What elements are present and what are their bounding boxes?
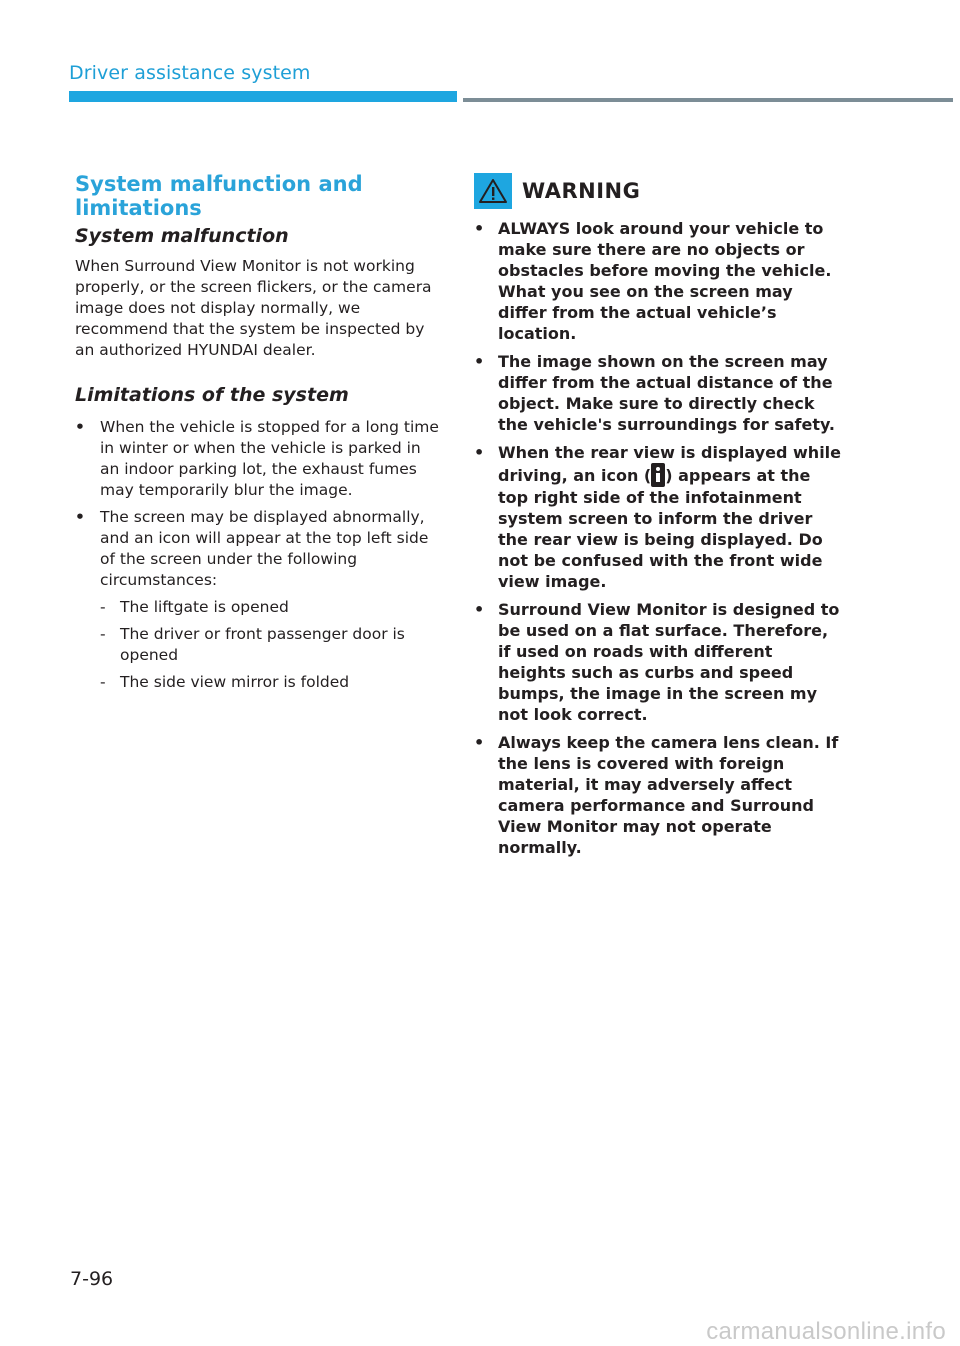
warning-header xyxy=(474,172,844,210)
malfunction-text: When Surround View Monitor is not working properly, or the screen flickers, or the camera image does not display normally, we recommend that the system be inspected by an authorized HYUNDAI dealer. xyxy=(75,257,432,359)
list-item xyxy=(75,507,441,693)
list-item xyxy=(474,599,844,725)
warning-text-1: ALWAYS look around your vehicle to make sure there are no objects or obstacles before moving the vehicle. What you see on the screen may differ from the actual vehicle’s location. xyxy=(498,219,832,343)
warning-text-3-start: When the rear view is displayed while driving, an icon ( xyxy=(498,443,842,485)
limitations-heading: Limitations of the system xyxy=(75,384,349,406)
page-number: 7-96 xyxy=(70,1268,114,1290)
bullet-icon: • xyxy=(75,418,85,436)
bullet-icon: • xyxy=(474,352,485,371)
running-header: Driver assistance system xyxy=(69,62,311,84)
list-item xyxy=(474,732,844,858)
circumstance-text: The driver or front passenger door is opened xyxy=(120,625,405,664)
list-item xyxy=(474,442,844,592)
dash-icon: - xyxy=(100,625,106,643)
bullet-icon: • xyxy=(474,733,485,752)
warning-text-2: The image shown on the screen may differ from the actual distance of the object. Make sure to directly check the vehicle's surroundings for safety. xyxy=(498,352,836,434)
list-item xyxy=(474,218,844,344)
section-title: System malfunction and limitations xyxy=(75,172,363,220)
warning-text-5: Always keep the camera lens clean. If the lens is covered with foreign material, it may adversely affect camera performance and Surround View Monitor may not operate normally. xyxy=(498,733,839,857)
limitation-text-1: When the vehicle is stopped for a long time in winter or when the vehicle is parked in an indoor parking lot, the exhaust fumes may temporarily blur the image. xyxy=(100,418,439,499)
list-item xyxy=(75,417,441,501)
circumstance-text: The liftgate is opened xyxy=(120,598,289,616)
bullet-icon: • xyxy=(75,508,85,526)
header-accent-bar xyxy=(69,91,457,102)
warning-label: WARNING xyxy=(522,179,641,203)
dash-icon: - xyxy=(100,598,106,616)
bullet-icon: • xyxy=(474,443,485,462)
warning-list xyxy=(474,218,844,858)
warning-text-4: Surround View Monitor is designed to be used on a flat surface. Therefore, if used on roads with different heights such as curbs and speed bumps, the image in the screen my not look correct. xyxy=(498,600,840,724)
bullet-icon: • xyxy=(474,219,485,238)
bullet-icon: • xyxy=(474,600,485,619)
watermark: carmanualsonline.info xyxy=(706,1318,946,1345)
warning-box xyxy=(474,172,844,865)
warning-triangle-icon xyxy=(474,173,512,209)
limitation-text-2: The screen may be displayed abnormally, and an icon will appear at the top left side of the screen under the following circumstances: xyxy=(100,508,429,589)
circumstance-text: The side view mirror is folded xyxy=(120,673,350,691)
rear-view-info-icon xyxy=(651,463,665,487)
malfunction-heading: System malfunction xyxy=(75,225,289,247)
left-column xyxy=(75,172,441,699)
list-item xyxy=(100,624,441,666)
circumstance-list xyxy=(100,597,441,693)
list-item xyxy=(100,672,441,693)
warning-text-3-end: ) appears at the top right side of the infotainment system screen to inform the driver the rear view is being displayed. Do not be confused with the front wide view image. xyxy=(498,466,823,591)
dash-icon: - xyxy=(100,673,106,691)
header-divider-line xyxy=(463,98,953,102)
limitations-list xyxy=(75,417,441,693)
list-item xyxy=(474,351,844,435)
list-item xyxy=(100,597,441,618)
